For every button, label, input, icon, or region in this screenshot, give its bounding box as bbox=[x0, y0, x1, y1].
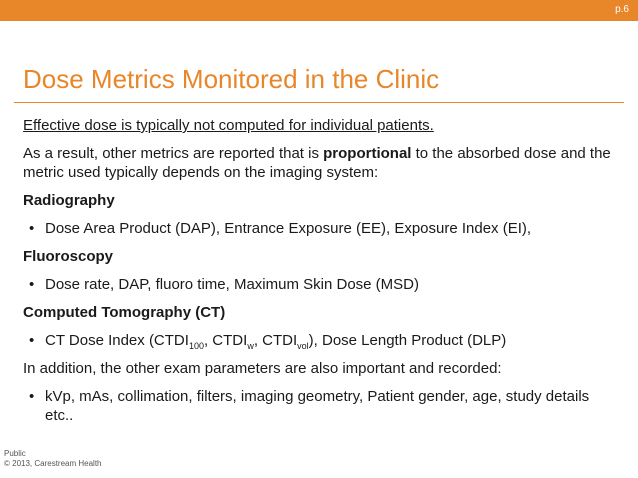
title-divider bbox=[14, 102, 624, 103]
addition-line: In addition, the other exam parameters are also important and recorded: bbox=[23, 360, 502, 377]
bullet-mark: • bbox=[29, 276, 35, 293]
ct-sub-w: w bbox=[247, 341, 254, 351]
ct-sub-vol: vol bbox=[297, 341, 309, 351]
ct-bullet-mid2: , CTDI bbox=[253, 332, 298, 349]
top-bar bbox=[0, 0, 638, 21]
proportional-emphasis: proportional bbox=[323, 145, 412, 162]
footer-classification: Public bbox=[4, 449, 26, 458]
slide-body bbox=[23, 116, 615, 434]
ct-bullet-pre: CT Dose Index (CTDI bbox=[45, 332, 189, 349]
bullet-mark: • bbox=[29, 220, 35, 237]
ct-heading: Computed Tomography (CT) bbox=[23, 304, 226, 321]
ct-bullet bbox=[23, 331, 615, 350]
ct-sub-100: 100 bbox=[188, 341, 204, 351]
ct-bullet-mid1: , CTDI bbox=[203, 332, 248, 349]
fluoroscopy-heading: Fluoroscopy bbox=[23, 248, 114, 265]
metrics-text-post: to the absorbed dose and the metric used typically depends on the imaging system: bbox=[23, 145, 611, 181]
intro-line: Effective dose is typically not computed for individual patients. bbox=[23, 117, 434, 134]
metrics-text-pre: As a result, other metrics are reported that is bbox=[23, 145, 324, 162]
params-bullet-text: kVp, mAs, collimation, filters, imaging geometry, Patient gender, age, study details etc.. bbox=[45, 388, 590, 424]
footer bbox=[4, 449, 102, 469]
radiography-bullet bbox=[23, 219, 615, 238]
params-bullet bbox=[23, 387, 615, 425]
ct-bullet-post: ), Dose Length Product (DLP) bbox=[308, 332, 507, 349]
bullet-mark: • bbox=[29, 388, 35, 405]
slide-title: Dose Metrics Monitored in the Clinic bbox=[23, 64, 440, 94]
footer-copyright: © 2013, Carestream Health bbox=[4, 459, 102, 468]
radiography-heading: Radiography bbox=[23, 192, 115, 209]
fluoroscopy-bullet-text: Dose rate, DAP, fluoro time, Maximum Skin Dose (MSD) bbox=[45, 276, 419, 293]
page-number: p.6 bbox=[615, 4, 629, 15]
bullet-mark: • bbox=[29, 332, 35, 349]
fluoroscopy-bullet bbox=[23, 275, 615, 294]
radiography-bullet-text: Dose Area Product (DAP), Entrance Exposure (EE), Exposure Index (EI), bbox=[45, 220, 532, 237]
metrics-paragraph bbox=[23, 144, 615, 182]
